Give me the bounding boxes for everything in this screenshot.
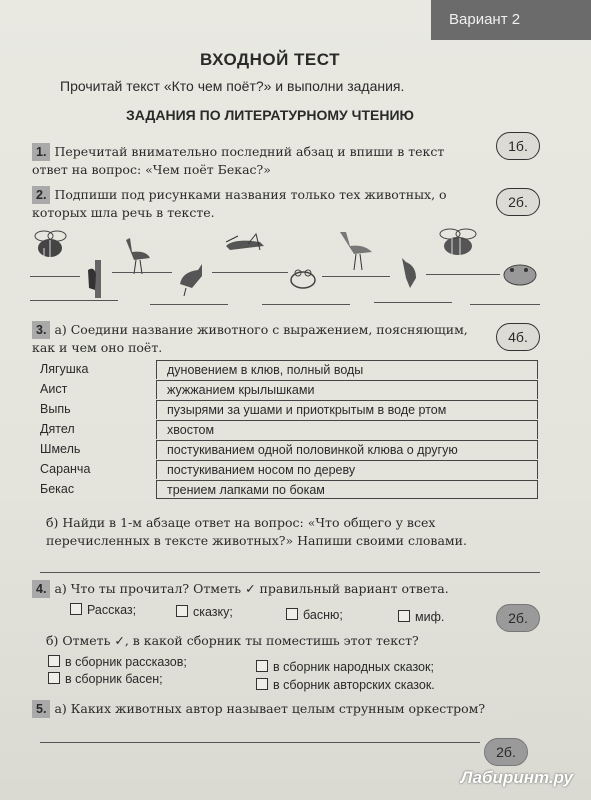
checkbox[interactable] bbox=[48, 655, 60, 667]
answer-line[interactable] bbox=[150, 304, 228, 305]
checkbox[interactable] bbox=[256, 678, 268, 690]
sound-description[interactable]: хвостом bbox=[156, 420, 538, 439]
task-1-text: Перечитай внимательно последний абзац и впиши в текст ответ на вопрос: «Чем поёт Бекас?» bbox=[32, 144, 445, 177]
animal-name[interactable]: Бекас bbox=[40, 482, 75, 496]
woodpecker-icon bbox=[86, 260, 108, 298]
checkbox[interactable] bbox=[176, 605, 188, 617]
points-badge-5: 2б. bbox=[484, 738, 528, 766]
answer-line[interactable] bbox=[470, 304, 540, 305]
task-2-text: Подпиши под рисунками названия только тех животных, о которых шла речь в тексте. bbox=[32, 187, 447, 220]
answer-line[interactable] bbox=[30, 300, 118, 301]
task-1 bbox=[32, 143, 482, 179]
option-folk-tales-collection[interactable]: в сборник народных сказок; bbox=[256, 660, 434, 674]
animal-name[interactable]: Шмель bbox=[40, 442, 81, 456]
animal-name[interactable]: Саранча bbox=[40, 462, 91, 476]
toad-icon bbox=[502, 262, 538, 286]
sound-description[interactable]: жужжанием крылышками bbox=[156, 380, 538, 399]
hornet-icon bbox=[434, 228, 482, 258]
match-row bbox=[30, 380, 540, 400]
task-4 bbox=[32, 580, 482, 598]
checkbox[interactable] bbox=[48, 672, 60, 684]
checkbox[interactable] bbox=[256, 660, 268, 672]
crane-icon bbox=[122, 236, 156, 274]
task-4b bbox=[46, 632, 496, 650]
sound-description[interactable]: постукиванием одной половинкой клюва о другую bbox=[156, 440, 538, 459]
option-myth[interactable]: миф. bbox=[398, 610, 444, 624]
option-fairytale[interactable]: сказку; bbox=[176, 605, 233, 619]
task-3b bbox=[46, 514, 536, 550]
match-row bbox=[30, 440, 540, 460]
section-heading: ЗАДАНИЯ ПО ЛИТЕРАТУРНОМУ ЧТЕНИЮ bbox=[126, 107, 414, 123]
task-number: 5. bbox=[32, 700, 50, 718]
stork-icon bbox=[338, 228, 378, 270]
matching-table bbox=[30, 360, 540, 500]
answer-line[interactable] bbox=[322, 276, 390, 277]
frog-icon bbox=[288, 266, 318, 290]
checkbox[interactable] bbox=[398, 610, 410, 622]
task-5-text: а) Каких животных автор называет целым струнным оркестром? bbox=[54, 701, 486, 716]
sound-description[interactable]: пузырями за ушами и приоткрытым в воде ртом bbox=[156, 400, 538, 419]
task-number: 4. bbox=[32, 580, 50, 598]
option-author-tales-collection[interactable]: в сборник авторских сказок. bbox=[256, 678, 435, 692]
match-row bbox=[30, 480, 540, 500]
answer-line[interactable] bbox=[40, 742, 480, 743]
points-badge-1: 1б. bbox=[496, 132, 540, 160]
bumblebee-icon bbox=[30, 228, 70, 262]
task-2 bbox=[32, 186, 482, 222]
animal-name[interactable]: Выпь bbox=[40, 402, 71, 416]
animal-name[interactable]: Аист bbox=[40, 382, 68, 396]
checkbox[interactable] bbox=[286, 608, 298, 620]
intro-instruction: Прочитай текст «Кто чем поёт?» и выполни задания. bbox=[60, 78, 405, 94]
option-fable[interactable]: басню; bbox=[286, 608, 343, 622]
option-fables-collection[interactable]: в сборник басен; bbox=[48, 672, 163, 686]
animal-name[interactable]: Дятел bbox=[40, 422, 75, 436]
match-row bbox=[30, 420, 540, 440]
page-title: ВХОДНОЙ ТЕСТ bbox=[199, 50, 341, 69]
match-row bbox=[30, 460, 540, 480]
watermark-logo: Лабиринт.ру bbox=[460, 768, 573, 787]
task-number: 1. bbox=[32, 143, 50, 161]
grasshopper-icon bbox=[224, 232, 268, 254]
answer-line[interactable] bbox=[40, 572, 540, 573]
animal-pictures bbox=[30, 228, 550, 308]
match-row bbox=[30, 400, 540, 420]
variant-label: Вариант 2 bbox=[431, 0, 591, 40]
sound-description[interactable]: трением лапками по бокам bbox=[156, 480, 538, 499]
task-3b-text: б) Найди в 1-м абзаце ответ на вопрос: «Что общего у всех перечисленных в тексте животных?» Напиши своими словами. bbox=[46, 515, 467, 548]
checkbox[interactable] bbox=[70, 603, 82, 615]
animal-name[interactable]: Лягушка bbox=[40, 362, 89, 376]
task-4b-text: б) Отметь ✓, в какой сборник ты поместишь этот текст? bbox=[46, 633, 419, 648]
answer-line[interactable] bbox=[262, 304, 350, 305]
answer-line[interactable] bbox=[112, 272, 172, 273]
match-row bbox=[30, 360, 540, 380]
bird-icon bbox=[398, 256, 422, 290]
points-badge-2: 2б. bbox=[496, 188, 540, 216]
answer-line[interactable] bbox=[426, 274, 500, 275]
task-3 bbox=[32, 321, 482, 357]
task-number: 3. bbox=[32, 321, 50, 339]
answer-line[interactable] bbox=[212, 272, 288, 273]
sound-description[interactable]: постукиванием носом по дереву bbox=[156, 460, 538, 479]
task-5 bbox=[32, 700, 552, 718]
task-4a-text: а) Что ты прочитал? Отметь ✓ правильный вариант ответа. bbox=[54, 581, 449, 596]
answer-line[interactable] bbox=[374, 302, 452, 303]
task-3a-text: а) Соедини название животного с выражением, поясняющим, как и чем оно поёт. bbox=[32, 322, 468, 355]
sound-description[interactable]: дуновением в клюв, полный воды bbox=[156, 360, 538, 379]
points-badge-4: 2б. bbox=[496, 604, 540, 632]
answer-line[interactable] bbox=[30, 276, 80, 277]
option-stories-collection[interactable]: в сборник рассказов; bbox=[48, 655, 187, 669]
bittern-icon bbox=[172, 262, 212, 296]
task-number: 2. bbox=[32, 186, 50, 204]
points-badge-3: 4б. bbox=[496, 323, 540, 351]
option-story[interactable]: Рассказ; bbox=[70, 603, 136, 617]
